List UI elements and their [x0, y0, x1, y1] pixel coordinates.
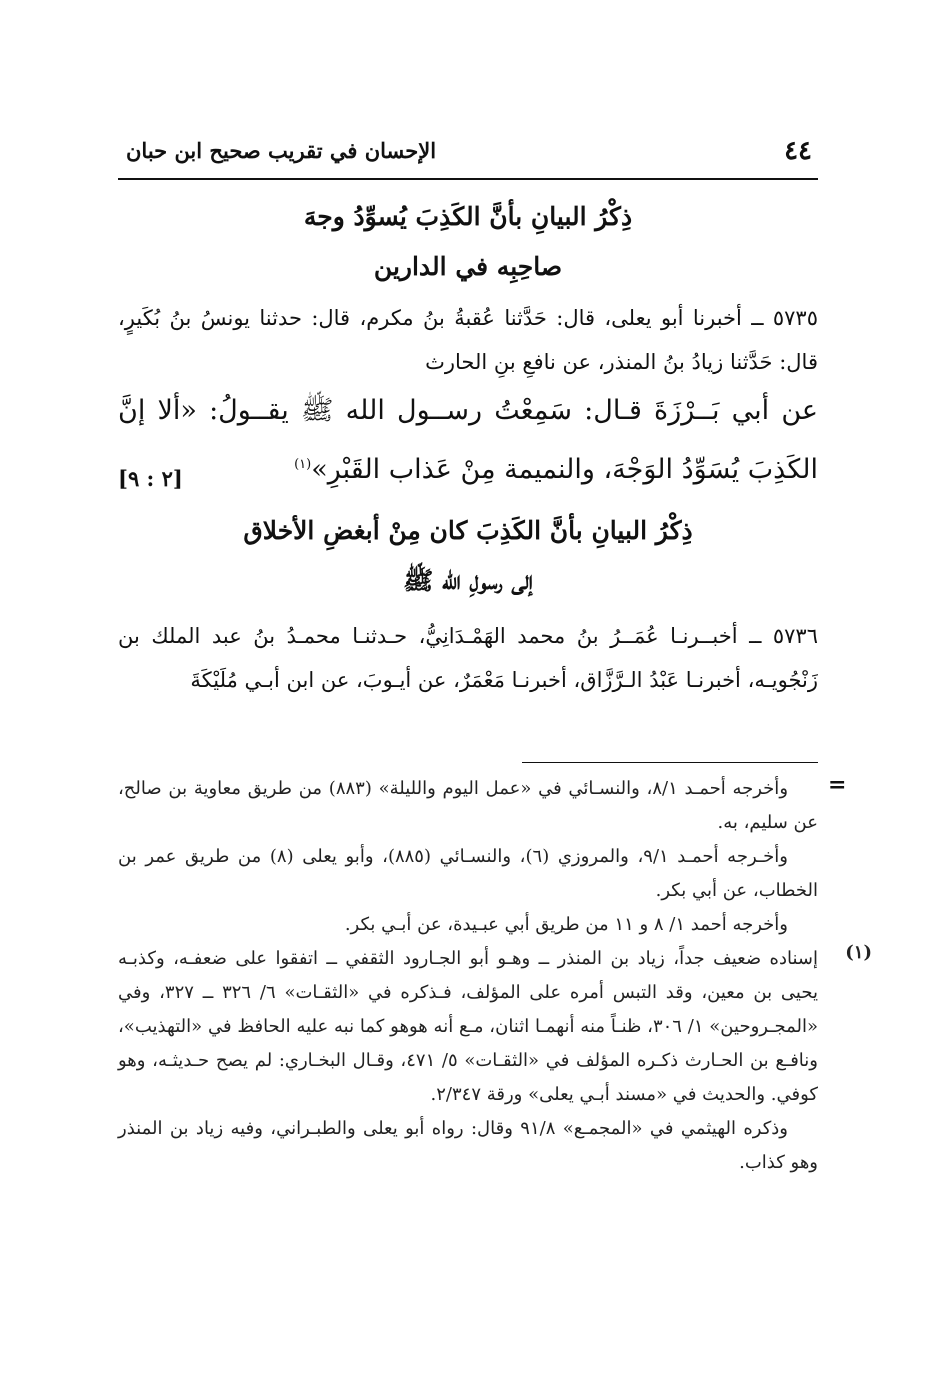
section-heading-2 — [118, 506, 818, 606]
footnote-cont-2: وأخـرجه أحمـد ٩/١، والمروزي (٦)، والنسـائي (٨٨٥)، وأبو يعلى (٨) من طريق عمر بن الخطاب، عن أبي بكر. — [118, 846, 818, 901]
footnote-1-body-2: وذكره الهيثمي في «المجمـع» ٩١/٨ وقال: رواه أبو يعلى والطبـراني، وفيه زياد بن المنذر وهو كذاب. — [118, 1118, 818, 1173]
footnote-rule — [522, 762, 818, 763]
footnote-1 — [118, 942, 872, 1180]
continuation-mark: = — [828, 772, 847, 798]
page-header — [118, 128, 818, 174]
footnote-1-number: (١) — [845, 942, 872, 963]
section-heading-2-line1: ذِكْرُ البيانِ بأنَّ الكَذِبَ كان مِنْ أبغضِ الأخلاق — [243, 516, 693, 545]
header-rule — [118, 178, 818, 180]
footnote-cont-1: وأخرجه أحمـد ٨/١، والنسـائي في «عمل اليوم والليلة» (٨٨٣) من طريق معاوية بن صالح، عن سليم، به. — [118, 778, 818, 833]
section-heading-1-line2: صاحِبِه في الدارين — [373, 252, 563, 281]
footnote-marker: (١) — [294, 457, 312, 472]
footnote-1-body: إسناده ضعيف جداً، زياد بن المنذر ــ وهـو أبو الجـارود الثقفي ــ اتفقوا على ضعفـه، وكذبـه يحيى بن معين، وقد التبس أمره على المؤلف، فـذكره في «الثقـات» ٦/ ٣٢٦ ــ ٣٢٧، وفي «المجـروحين» ١/ ٣٠٦، ظنـاً منه أنهمـا اثنان، مـع أنه هوهو كما نبه عليه الحافظ في «التهذيب»، ونافـع بن الحـارث ذكـره المؤلف في «الثقـات» ٥/ ٤٧١، وقـال البخـاري: لم يصح حـديثـه، وهو كوفي. والحديث في «مسند أبـي يعلى» ورقة ٢/٣٤٧. — [118, 948, 818, 1105]
section-heading-2-line2: إلى رسولِ الله ﷺ — [403, 566, 533, 595]
hadith-5735-isnad: ٥٧٣٥ ــ أخبرنا أبو يعلى، قال: حَدَّثنا عُقبةُ بنُ مكرم، قال: حدثنا يونسُ بنُ بُكَيرٍ، قال: حَدَّثنا زيادُ بنُ المنذر، عن نافعِ بنِ الحارث — [118, 306, 818, 374]
hadith-5735 — [118, 296, 818, 497]
hadith-5735-matn-text: عن أبي بَــرْزَةَ قـال: سَمِعْتُ رســول الله ﷺ يقــولُ: «ألا إنَّ الكَذِبَ يُسَوِّدُ الوَجْهَ، والنميمة مِنْ عَذاب القَبْرِ» — [118, 395, 818, 485]
running-title: الإحسان في تقريب صحيح ابن حبان — [126, 138, 437, 163]
footnote-cont-3: وأخرجه أحمد ١/ ٨ و ١١ من طريق أبي عبـيدة، عن أبـي بكر. — [344, 914, 788, 935]
footnotes — [118, 772, 872, 1180]
hadith-5736 — [118, 614, 818, 702]
hadith-5736-isnad: ٥٧٣٦ ــ أخبــرنـا عُمَــرُ بنُ محمد الهَمْـدَانِيُّ، حـدثنـا محمـدُ بنُ عبد الملك بن زَنْجُويـه، أخبرنـا عَبْدُ الـرَّزَّاق، أخبرنـا مَعْمَرٌ، عن أيـوبَ، عن ابن أبـي مُلَيْكَةَ — [118, 624, 818, 692]
hadith-5735-matn — [118, 384, 818, 497]
section-heading-1 — [118, 192, 818, 292]
hadith-reference: [٢ : ٩] — [118, 466, 183, 491]
page-number: ٤٤ — [784, 136, 812, 166]
section-heading-1-line1: ذِكْرُ البيانِ بأنَّ الكَذِبَ يُسوِّدُ وجهَ — [303, 202, 633, 231]
